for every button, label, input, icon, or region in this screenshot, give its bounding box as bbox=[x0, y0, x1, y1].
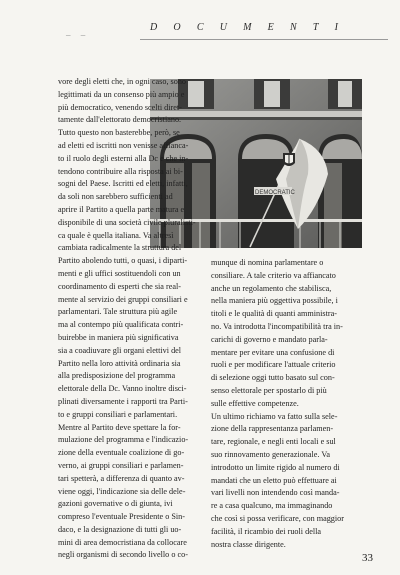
text-line: da soli non sarebbero sufficienti ad bbox=[58, 192, 173, 202]
text-line: anche un regolamento che stabilisca, bbox=[211, 283, 332, 293]
text-line: carichi di governo e mandato parla- bbox=[211, 334, 328, 344]
text-line: Partito nella loro attività ordinaria sia bbox=[58, 358, 181, 368]
text-line: sogni del Paese. Iscritti ed eletti, infatti, bbox=[58, 179, 188, 189]
text-line: no. Va introdotta l'incompatibilità tra in- bbox=[211, 321, 343, 331]
text-line: to il ruolo degli esterni alla Dc e che in- bbox=[58, 153, 189, 163]
text-line: Mentre al Partito deve spettare la for- bbox=[58, 422, 181, 432]
text-line: elettorale della Dc. Vanno inoltre disci- bbox=[58, 384, 187, 394]
text-line: ruoli e per modificare l'attuale criterio bbox=[211, 360, 336, 370]
section-title: DOCUMENTI bbox=[150, 22, 355, 33]
text-line: verno, ai gruppi consiliari e parlamen- bbox=[58, 460, 184, 470]
text-line: legittimati da un consenso più ampio e bbox=[58, 89, 185, 99]
text-line: nostra classe dirigente. bbox=[211, 539, 286, 549]
left-column bbox=[58, 76, 198, 562]
text-line: zione della rappresentanza parlamen- bbox=[211, 424, 334, 434]
text-line: consiliare. A tale criterio va affiancato bbox=[211, 270, 336, 280]
text-line: compreso l'eventuale Presidente o Sin- bbox=[58, 512, 185, 522]
text-line: Partito abolendo tutti, o quasi, i diparti- bbox=[58, 256, 188, 266]
text-line: ca quale è quella italiana. Va altresì bbox=[58, 230, 174, 240]
text-line: re a casa qualcuno, ma immaginando bbox=[211, 501, 333, 511]
text-line: Un ultimo richiamo va fatto sulla sele- bbox=[211, 411, 338, 421]
text-line: mandati che un eletto può effettuare ai bbox=[211, 475, 337, 485]
text-line: mulazione del programma e l'indicazio- bbox=[58, 435, 189, 445]
text-line: vari livelli non intendendo così manda- bbox=[211, 488, 340, 498]
right-column bbox=[211, 257, 361, 551]
text-line: mini di area democristiana da collocare bbox=[58, 537, 187, 547]
text-line: introdotto un limite rigido al numero di bbox=[211, 462, 340, 472]
text-line: Tutto questo non basterebbe, però, se bbox=[58, 128, 180, 138]
text-line: mentare per evitare una confusione di bbox=[211, 347, 335, 357]
text-line: gazioni governative o di giunta, ivi bbox=[58, 499, 173, 509]
text-line: tamente dall'elettorato democristiano. bbox=[58, 115, 182, 125]
text-line: suo rinnovamento generazionale. Va bbox=[211, 449, 330, 459]
text-line: menti e gli uffici sostituendoli con un bbox=[58, 268, 181, 278]
text-line: tendono contribuire alla risposta ai bi- bbox=[58, 166, 183, 176]
header-marks: – – bbox=[66, 30, 90, 40]
header-rule bbox=[140, 39, 388, 40]
text-line: aprire il Partito a quella parte matura e bbox=[58, 204, 185, 214]
text-line: disponibile di una società civile pluralisti- bbox=[58, 217, 196, 227]
text-line: coordinamento di esperti che sia real- bbox=[58, 281, 181, 291]
text-line: buirebbe in maniera più significativa bbox=[58, 332, 179, 342]
text-line: munque di nomina parlamentare o bbox=[211, 258, 324, 267]
text-line: titoli e le qualità di quanti amministra- bbox=[211, 309, 337, 319]
text-line: nella maniera più oggettiva possibile, i bbox=[211, 296, 338, 306]
text-line: parlamentari. Tale struttura più agile bbox=[58, 307, 178, 317]
text-line: alla predisposizione del programma bbox=[58, 371, 176, 381]
text-line: che così si possa verificare, con maggior bbox=[211, 513, 344, 523]
text-line: zione della eventuale coalizione di go- bbox=[58, 448, 185, 458]
page-number: 33 bbox=[362, 552, 373, 564]
text-line: mente al servizio dei gruppi consiliari e bbox=[58, 294, 188, 304]
text-line: sulle effettive competenze. bbox=[211, 398, 299, 408]
text-line: negli organismi di secondo livello o co- bbox=[58, 550, 188, 560]
text-line: cambiata radicalmente la struttura del bbox=[58, 243, 182, 253]
text-line: ad eletti ed iscritti non venisse affianca- bbox=[58, 140, 189, 150]
text-line: daco, e la designazione di tutti gli uo- bbox=[58, 524, 182, 534]
text-line: viene oggi, l'indicazione sia delle dele- bbox=[58, 486, 186, 496]
text-line: facilità, il ricambio dei ruoli della bbox=[211, 526, 322, 536]
text-line: tare, regionale, e negli enti locali e sul bbox=[211, 437, 336, 447]
text-line: vore degli eletti che, in ogni caso, sono bbox=[58, 77, 187, 86]
text-line: tari spetterà, a differenza di quanto av- bbox=[58, 473, 185, 483]
text-line: plinati diversamente i rapporti tra Parti- bbox=[58, 396, 188, 406]
photo-banner-text: DEMOCRATIC bbox=[255, 190, 295, 196]
text-line: sia a coadiuvare gli organi elettivi del bbox=[58, 345, 182, 355]
text-line: di selezione oggi tutto basato sul con- bbox=[211, 373, 335, 383]
text-line: to e gruppi consiliari e parlamentari. bbox=[58, 409, 178, 419]
text-line: senso elettorale per spostarlo di più bbox=[211, 385, 327, 395]
text-line: ma al contempo più qualificata contri- bbox=[58, 320, 184, 330]
text-line: più democratico, venendo scelti diret- bbox=[58, 102, 182, 112]
